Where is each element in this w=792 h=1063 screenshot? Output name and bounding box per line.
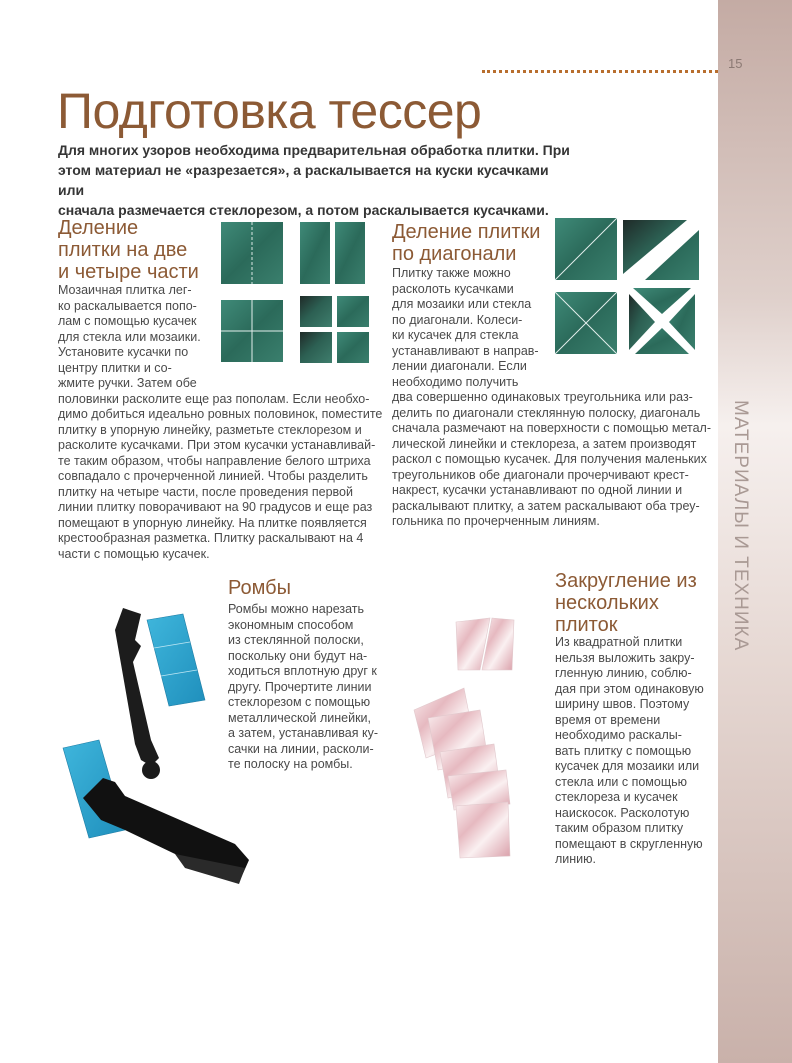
section-label: МАТЕРИАЛЫ И ТЕХНИКА [730, 400, 751, 652]
heading-rhombs: Ромбы [228, 577, 291, 599]
text-halves: Мозаичная плитка лег- ко раскалывается попо- лам с помощью кусачек для стекла или мозаики. Установите кусачки по центру плитки и со- жмите ручки. Затем обе половинки расколите еще раз пополам. Если необхо- димо добиться идеально ровных половинок, поместите плитку в упорную линейку, разметьте стеклорезом и расколите кусачками. При этом кусачки устанавливай- те таким образом, чтобы направление белого штриха совпадало с прочерченной линией. Чтобы разделить плитку на четыре части, после проведения первой линии плитку поворачивают на 90 градусов и еще раз помещают в упорную линейку. На плитке появляется крестообразная разметка. Плитку раскалывают на 4 части с помощью кусачек. [58, 283, 383, 561]
text-rhombs: Ромбы можно нарезать экономным способом из стеклянной полоски, поскольку они будут на- ходиться вплотную друг к другу. Прочертите линии стеклорезом с помощью металлической линейки, а затем, устанавливая ку- сачки на линии, расколи- те полоску на ромбы. [228, 602, 379, 771]
heading-halves: Деление плитки на две и четыре части [58, 217, 199, 283]
page-title: Подготовка тессер [57, 83, 482, 139]
heading-diagonal: Деление плитки по диагонали [392, 221, 541, 265]
page-number: 15 [728, 56, 743, 71]
glass-cutter-image [55, 600, 260, 890]
text-diagonal: Плитку также можно расколоть кусачками для мозаики или стекла по диагонали. Колеси- ки кусачек для стекла устанавливают в направ- лении диагонали. Если необходимо получить два совершенно одинаковых треугольника или раз- делить по диагонали стеклянную полоску, диагональ сначала размечают на поверхности с помощью метал- лической линейки и стеклореза, а затем производят раскол с помощью кусачек. Для получения маленьких треугольников обе диагонали прочерчивают крест- накрест, кусачки устанавливают по одной линии и раскалывают плитку, а затем раскалывают оба треу- гольника по прочерченным линиям. [392, 266, 712, 528]
tile-halves-image [218, 220, 373, 370]
tile-diagonal-image [553, 216, 703, 356]
pink-tiles-image [410, 612, 528, 862]
dotted-rule [482, 70, 718, 73]
text-rounding: Из квадратной плитки нельзя выложить закру- гленную линию, соблю- дая при этом одинаковую ширину швов. Поэтому время от времени необходимо раскалы- вать плитку с помощью кусачек для мозаики или стекла или с помощью стеклореза и кусачек наискосок. Расколотую таким образом плитку помещают в скругленную линию. [555, 635, 704, 866]
intro-text: Для многих узоров необходима предварительная обработка плитки. При этом материал не «разрезается», а раскалывается на куски кусачками или сначала размечается стеклорезом, а потом раскалывается кусачками. [58, 142, 570, 218]
heading-rounding: Закругление из нескольких плиток [555, 570, 697, 636]
